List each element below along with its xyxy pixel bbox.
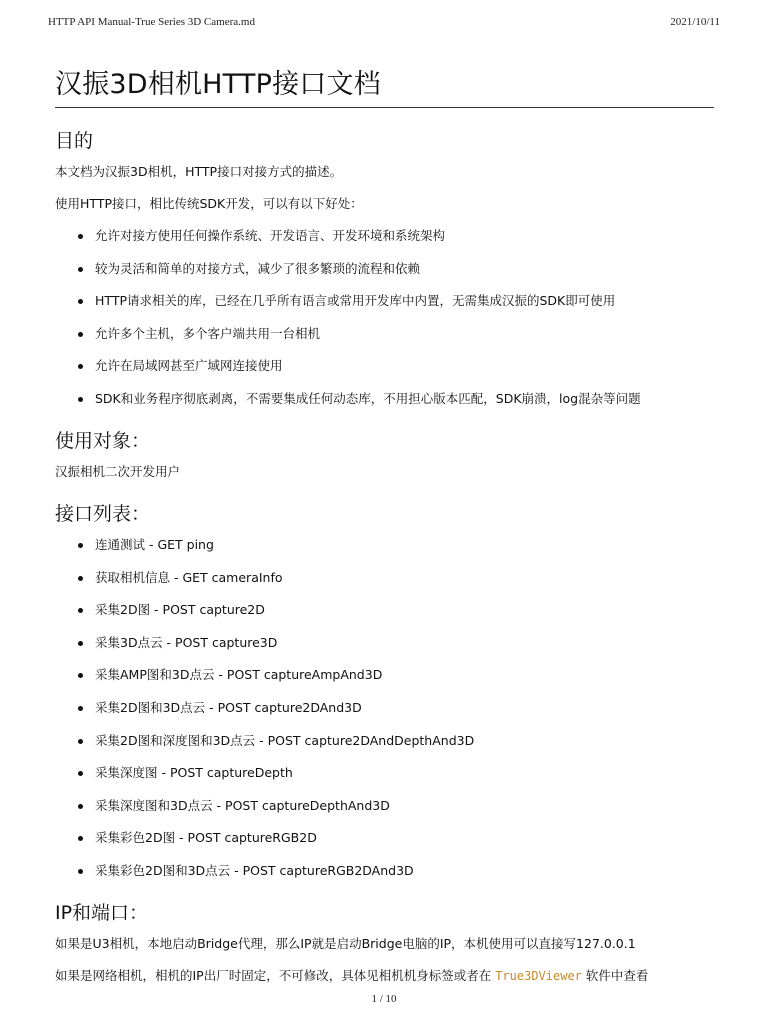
list-item: 采集2D图和3D点云 - POST capture2DAnd3D — [95, 699, 714, 717]
print-date: 2021/10/11 — [670, 16, 720, 28]
section-heading-purpose: 目的 — [55, 130, 94, 152]
document-filename: HTTP API Manual-True Series 3D Camera.md — [48, 16, 255, 28]
purpose-paragraph-1: 本文档为汉振3D相机，HTTP接口对接方式的描述。 — [55, 164, 343, 179]
benefits-list — [55, 227, 714, 408]
list-item: 较为灵活和简单的对接方式，减少了很多繁琐的流程和依赖 — [95, 260, 714, 278]
audience-text: 汉振相机二次开发用户 — [55, 463, 181, 479]
list-item: 采集AMP图和3D点云 - POST captureAmpAnd3D — [95, 666, 714, 684]
list-item: 连通测试 - GET ping — [95, 536, 714, 554]
list-item: 允许在局域网甚至广域网连接使用 — [95, 357, 714, 375]
ip-port-text-before: 如果是网络相机，相机的IP出厂时固定，不可修改，具体见相机机身标签或者在 — [55, 967, 496, 983]
list-item: 采集2D图和深度图和3D点云 - POST capture2DAndDepthAnd3D — [95, 732, 714, 750]
ip-port-text-after: 软件中查看 — [581, 967, 649, 983]
section-heading-ip-port: IP和端口： — [55, 901, 149, 924]
list-item: 允许对接方使用任何操作系统、开发语言、开发环境和系统架构 — [95, 227, 714, 245]
print-header — [48, 16, 720, 32]
document-title: 汉振3D相机HTTP接口文档 — [55, 62, 714, 108]
ip-port-paragraph-1: 如果是U3相机，本地启动Bridge代理，那么IP就是启动Bridge电脑的IP，本机使用可以直接写127.0.0.1 — [55, 935, 636, 951]
api-list — [55, 536, 714, 880]
list-item: 允许多个主机，多个客户端共用一台相机 — [95, 325, 714, 343]
inline-code-true3dviewer: True3DViewer — [495, 968, 582, 983]
section-heading-audience: 使用对象： — [55, 429, 151, 452]
list-item: 采集深度图 - POST captureDepth — [95, 764, 714, 782]
purpose-paragraph-2: 使用HTTP接口，相比传统SDK开发，可以有以下好处： — [55, 196, 363, 211]
list-item: SDK和业务程序彻底剥离，不需要集成任何动态库，不用担心版本匹配，SDK崩溃，log混杂等问题 — [95, 390, 714, 408]
list-item: 获取相机信息 - GET cameraInfo — [95, 569, 714, 587]
document-content — [55, 62, 714, 999]
ip-port-paragraph-2 — [55, 967, 714, 985]
list-item: 采集彩色2D图 - POST captureRGB2D — [95, 829, 714, 847]
list-item: 采集3D点云 - POST capture3D — [95, 634, 714, 652]
list-item: 采集2D图 - POST capture2D — [95, 601, 714, 619]
list-item: HTTP请求相关的库，已经在几乎所有语言或常用开发库中内置，无需集成汉振的SDK即可使用 — [95, 292, 714, 310]
list-item: 采集彩色2D图和3D点云 - POST captureRGB2DAnd3D — [95, 862, 714, 880]
list-item: 采集深度图和3D点云 - POST captureDepthAnd3D — [95, 797, 714, 815]
page-number: 1 / 10 — [371, 993, 397, 1005]
section-heading-api-list: 接口列表： — [55, 502, 151, 525]
